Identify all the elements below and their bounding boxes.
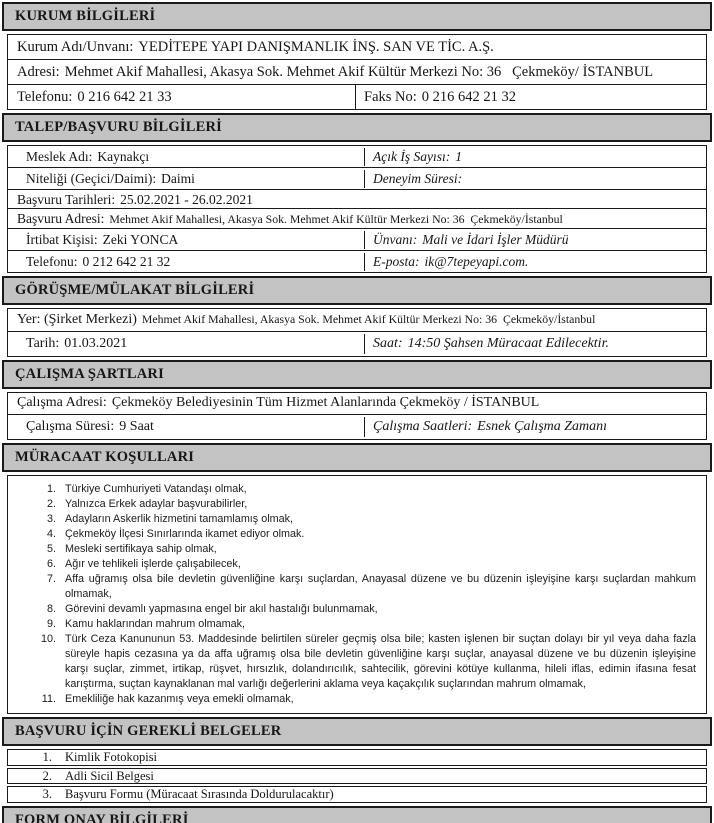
calisma-rows (7, 392, 707, 440)
calisma-adresi-value: Çekmeköy Belediyesinin Tüm Hizmet Alanlarında Çekmeköy / İSTANBUL (111, 395, 540, 410)
list-item-text: Ağır ve tehlikeli işlerde çalışabilecek, (65, 558, 241, 570)
calisma-saatleri-label: Çalışma Saatleri: (373, 418, 473, 434)
calisma-adresi-label: Çalışma Adresi: (17, 395, 107, 410)
list-item-number: 6. (46, 558, 56, 570)
list-item-text: Türk Ceza Kanununun 53. Maddesinde belirtilen süreler geçmiş olsa bile; kasten işlenen bir suçtan dolayı bir yıl veya daha fazla süreyle hapis cezasına ya da affa uğramış olsa bile devletin güvenliğine karşı suçlar, anayasal düzene ve bu düzenin işleyişine karşı suçlar, zimmet, irtikap, rüşvet, hırsızlık, dolandırıcılık, sahtecilik, görevini kötüye kullanma, hileli iflas, edimin ifasına fesat karıştırma, suçtan kaynaklanan mal varlığı değerlerini aklama veya kaçakçılık suçlarından mahrum olmamak, (65, 633, 696, 690)
deneyim-label: Deneyim Süresi: (373, 171, 463, 186)
list-item-number: 9. (46, 618, 56, 630)
list-item (34, 617, 696, 632)
row-telefon-faks (7, 85, 707, 110)
tarih-value: 01.03.2021 (64, 335, 128, 351)
list-item-number: 11. (41, 693, 56, 705)
calisma-suresi-cell (17, 417, 364, 438)
kurum-adresi-value: Mehmet Akif Mahallesi, Akasya Sok. Mehmet Akif Kültür Merkezi No: 36 Çekmeköy/ İSTANBUL (64, 64, 654, 80)
basvuru-adresi-label: Başvuru Adresi: (17, 210, 105, 226)
list-item-number: 3. (46, 513, 56, 525)
calisma-suresi-value: 9 Saat (119, 418, 154, 434)
meslek-value: Kaynakçı (97, 149, 150, 164)
list-item (34, 557, 696, 572)
section-title: GÖRÜŞME/MÜLAKAT BİLGİLERİ (15, 282, 255, 298)
saat-label: Saat: (373, 335, 403, 351)
list-item-text: Türkiye Cumhuriyeti Vatandaşı olmak, (65, 483, 247, 495)
list-item-number: 7. (46, 573, 56, 585)
list-item-text: Mesleki sertifikaya sahip olmak, (65, 543, 217, 555)
kurum-faks-value: 0 216 642 21 32 (421, 89, 517, 105)
section-header-talep (2, 113, 712, 142)
deneyim-cell (364, 170, 697, 188)
kurum-telefon-label: Telefonu: (17, 89, 73, 105)
list-item-number: 8. (46, 603, 56, 615)
row-kurum-adresi (7, 60, 707, 85)
section-header-gorusme (2, 276, 712, 305)
unvan-cell (364, 231, 697, 249)
list-item (34, 692, 696, 707)
talep-telefon-label: Telefonu: (26, 254, 78, 269)
list-item-number: 1. (46, 483, 56, 495)
acik-is-label: Açık İş Sayısı: (373, 149, 451, 164)
niteligi-cell (17, 170, 364, 188)
list-item (34, 497, 696, 512)
list-item-text: Emekliliğe hak kazanmış veya emekli olmamak, (65, 693, 294, 705)
list-item (34, 542, 696, 557)
tarih-label: Tarih: (26, 335, 60, 351)
irtibat-value: Zeki YONCA (102, 232, 179, 247)
row-irtibat-unvan (7, 229, 707, 251)
list-item (34, 572, 696, 602)
belge-text: Başvuru Formu (Müracaat Sırasında Doldurulacaktır) (65, 787, 334, 801)
talep-telefon-cell (17, 253, 364, 271)
list-item (34, 482, 696, 497)
basvuru-tarihleri-value: 25.02.2021 - 26.02.2021 (120, 191, 253, 207)
meslek-label: Meslek Adı: (26, 149, 93, 164)
kurum-rows (7, 34, 707, 110)
niteligi-value: Daimi (161, 171, 195, 186)
kurum-faks-cell (355, 85, 706, 109)
kurum-adresi-label: Adresi: (17, 64, 60, 80)
section-header-kurum (2, 2, 712, 31)
calisma-suresi-label: Çalışma Süresi: (26, 418, 115, 434)
belge-number: 3. (42, 787, 52, 801)
belge-row (7, 768, 707, 785)
list-item (34, 632, 696, 692)
eposta-cell (364, 253, 697, 271)
belge-text: Kimlik Fotokopisi (65, 750, 158, 764)
list-item-text: Affa uğramış olsa bile devletin güvenliğine karşı suçlardan, Anayasal düzene ve bu düzenin işleyişine karşı suçlardan mahkum olmamak, (65, 573, 696, 600)
list-item-text: Adayların Askerlik hizmetini tamamlamış olmak, (65, 513, 294, 525)
list-item-number: 5. (46, 543, 56, 555)
list-item (34, 602, 696, 617)
list-item-text: Görevini devamlı yapmasına engel bir akıl hastalığı bulunmamak, (65, 603, 378, 615)
irtibat-cell (17, 231, 364, 249)
belge-row (7, 749, 707, 766)
belge-text: Adli Sicil Belgesi (65, 768, 154, 783)
saat-value: 14:50 Şahsen Müracaat Edilecektir. (407, 335, 609, 351)
section-title: KURUM BİLGİLERİ (15, 8, 156, 24)
basvuru-tarihleri-label: Başvuru Tarihleri: (17, 191, 116, 207)
list-item-number: 10. (40, 633, 56, 645)
row-kurum-adi (7, 34, 707, 60)
belge-number: 1. (42, 750, 52, 764)
acik-is-cell (364, 148, 697, 166)
kurum-adi-value: YEDİTEPE YAPI DANIŞMANLIK İNŞ. SAN VE TİC. A.Ş. (138, 39, 494, 55)
list-item (34, 527, 696, 542)
tarih-cell (17, 334, 364, 355)
niteligi-label: Niteliği (Geçici/Daimi): (26, 171, 157, 186)
row-meslek-acikis (7, 145, 707, 168)
eposta-label: E-posta: (373, 254, 420, 269)
list-item-text: Kamu haklarından mahrum olmamak, (65, 618, 246, 630)
yer-label: Yer: (Şirket Merkezi) (17, 312, 137, 327)
unvan-label: Ünvanı: (373, 232, 418, 247)
yer-value: Mehmet Akif Mahallesi, Akasya Sok. Mehmet Akif Kültür Merkezi No: 36 Çekmeköy/İstanbul (141, 312, 596, 326)
unvan-value: Mali ve İdari İşler Müdürü (422, 232, 569, 247)
list-item-text: Çekmeköy İlçesi Sınırlarında ikamet ediyor olmak. (65, 528, 305, 540)
calisma-saatleri-cell (364, 417, 697, 438)
list-item-text: Yalnızca Erkek adaylar başvurabilirler, (65, 498, 248, 510)
basvuru-adresi-value: Mehmet Akif Mahallesi, Akasya Sok. Mehmet Akif Kültür Merkezi No: 36 Çekmeköy/İstanbul (109, 211, 563, 226)
belgeler-rows (7, 749, 707, 803)
belge-row (7, 786, 707, 803)
kurum-adi-label: Kurum Adı/Unvanı: (17, 39, 134, 55)
gorusme-rows (7, 308, 707, 357)
meslek-cell (17, 148, 364, 166)
section-header-calisma (2, 360, 712, 389)
row-tarih-saat (7, 332, 707, 358)
list-item-number: 2. (46, 498, 56, 510)
acik-is-value: 1 (455, 149, 462, 164)
row-calisma-adresi (7, 392, 707, 415)
kurum-telefon-cell (8, 85, 355, 109)
muracaat-list (7, 475, 707, 714)
list-item-number: 4. (46, 528, 56, 540)
list-item (34, 512, 696, 527)
section-header-form-onay (2, 806, 712, 823)
irtibat-label: İrtibat Kişisi: (26, 232, 98, 247)
calisma-saatleri-value: Esnek Çalışma Zamanı (477, 418, 608, 434)
row-sure-saatler (7, 415, 707, 441)
row-niteligi-deneyim (7, 168, 707, 190)
section-title: FORM ONAY BİLGİLERİ (15, 811, 189, 823)
section-title: ÇALIŞMA ŞARTLARI (15, 366, 164, 382)
section-title: BAŞVURU İÇİN GEREKLİ BELGELER (15, 723, 282, 739)
row-telefon-eposta (7, 251, 707, 273)
belge-number: 2. (42, 768, 52, 783)
section-header-belgeler (2, 717, 712, 746)
talep-telefon-value: 0 212 642 21 32 (82, 254, 171, 269)
section-header-muracaat (2, 443, 712, 472)
kurum-faks-label: Faks No: (364, 89, 417, 105)
kurum-telefon-value: 0 216 642 21 33 (77, 89, 172, 105)
eposta-value: ik@7tepeyapi.com. (424, 254, 529, 269)
row-yer (7, 308, 707, 332)
section-title: TALEP/BAŞVURU BİLGİLERİ (15, 119, 222, 135)
section-title: MÜRACAAT KOŞULLARI (15, 449, 195, 465)
saat-cell (364, 334, 697, 355)
row-basvuru-tarihleri (7, 190, 707, 209)
talep-rows (7, 145, 707, 273)
row-basvuru-adresi (7, 209, 707, 229)
